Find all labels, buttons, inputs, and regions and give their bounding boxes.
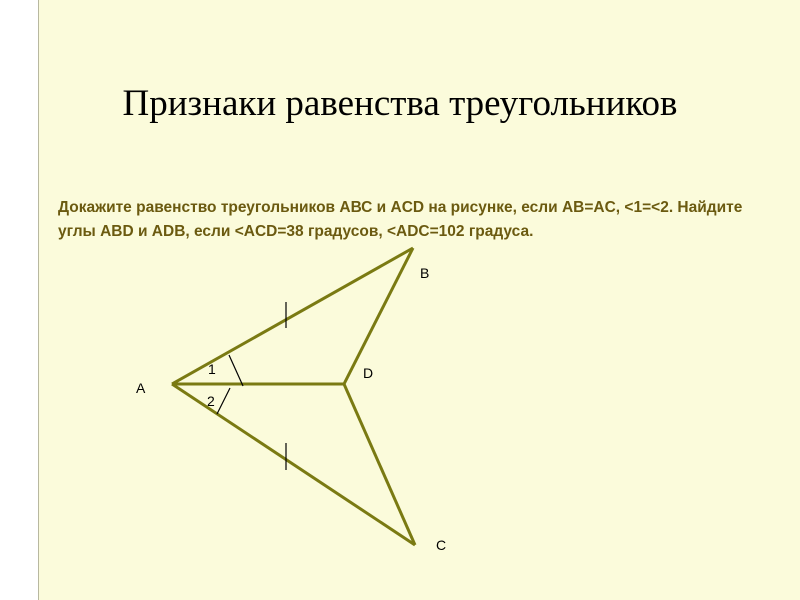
angle-label-1: 1 — [208, 361, 216, 377]
slide-title: Признаки равенства треугольников — [122, 83, 678, 124]
point-label-a: A — [136, 380, 146, 396]
angle-label-2: 2 — [207, 393, 215, 409]
angle-arc-2 — [217, 388, 230, 414]
task-text: Докажите равенство треугольников АВС и ACD на рисунке, если AB=AC, <1=<2. Найдите углы ABD и ADB, если <ACD=38 градусов, <ADC=102 градуса. — [58, 199, 743, 240]
angle-arc-1 — [229, 355, 243, 386]
point-label-d: D — [363, 365, 374, 381]
point-label-c: C — [436, 537, 447, 553]
point-label-b: B — [420, 265, 430, 281]
